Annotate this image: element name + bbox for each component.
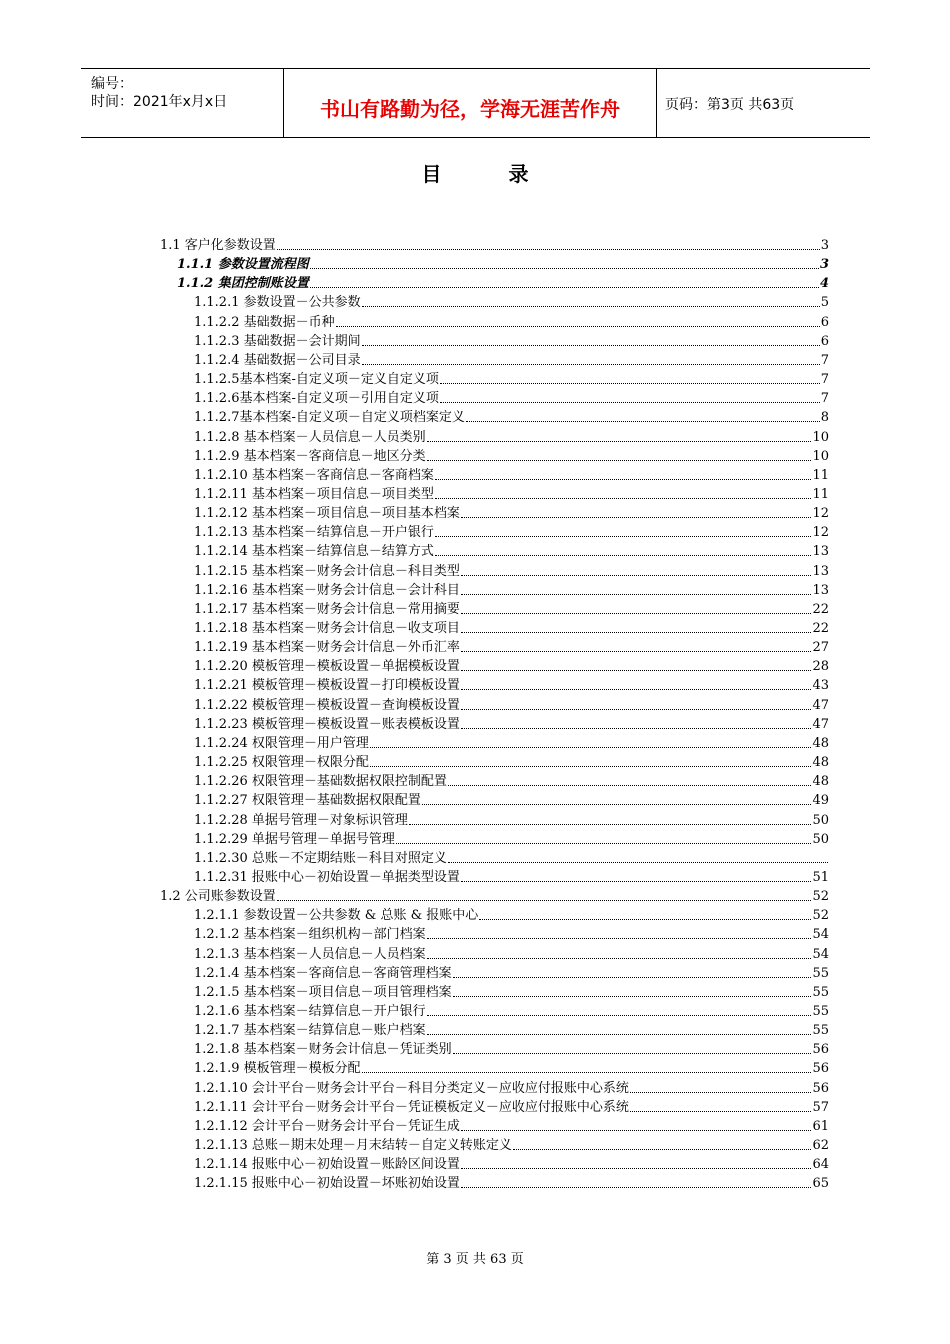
toc-entry-title: 1.1.2.25 权限管理－权限分配	[194, 755, 369, 771]
toc-leader-dots	[362, 345, 820, 346]
toc-entry-title: 1.1.2.29 单据号管理－单据号管理	[194, 831, 395, 847]
toc-entry[interactable]	[194, 446, 829, 465]
toc-entry-page: 11	[812, 486, 829, 502]
toc-entry[interactable]	[194, 331, 829, 350]
toc-entry-title: 1.2.1.7 基本档案－结算信息－账户档案	[194, 1023, 426, 1039]
toc-leader-dots	[427, 958, 812, 959]
toc-leader-dots	[461, 575, 812, 576]
toc-entry-page: 22	[812, 601, 829, 617]
toc-leader-dots	[513, 1149, 812, 1150]
toc-entry-page: 65	[812, 1176, 829, 1192]
toc-entry-page: 13	[812, 544, 829, 560]
toc-leader-dots	[479, 919, 811, 920]
document-date: 时间：2021年x月x日	[91, 94, 228, 110]
toc-entry[interactable]	[194, 714, 829, 733]
toc-leader-dots	[435, 555, 812, 556]
toc-entry[interactable]	[194, 1078, 829, 1097]
toc-entry[interactable]	[194, 1116, 829, 1135]
toc-entry-page: 13	[812, 563, 829, 579]
toc-entry-page: 55	[812, 984, 829, 1000]
toc-entry[interactable]	[194, 369, 829, 388]
toc-entry-title: 1.1.2.12 基本档案－项目信息－项目基本档案	[194, 506, 460, 522]
toc-entry-title: 1.1.2.17 基本档案－财务会计信息－常用摘要	[194, 601, 460, 617]
toc-leader-dots	[427, 441, 812, 442]
toc-entry-page: 50	[812, 831, 829, 847]
toc-entry-page: 3	[819, 257, 829, 273]
toc-leader-dots	[277, 900, 812, 901]
toc-entry[interactable]	[194, 350, 829, 369]
toc-entry[interactable]	[194, 1135, 829, 1154]
toc-entry-page: 6	[820, 333, 829, 349]
toc-leader-dots	[453, 996, 812, 997]
toc-entry-page: 22	[812, 621, 829, 636]
toc-entry-title: 1.2.1.14 报账中心－初始设置－账龄区间设置	[194, 1157, 460, 1173]
toc-entry[interactable]	[194, 1001, 829, 1020]
toc-entry-page: 7	[820, 352, 829, 368]
toc-entry[interactable]	[160, 235, 829, 254]
toc-entry[interactable]	[194, 829, 829, 848]
toc-entry-page: 61	[812, 1118, 829, 1134]
toc-entry-page: 13	[812, 582, 829, 598]
toc-entry-title: 1.1 客户化参数设置	[160, 238, 276, 253]
toc-entry-title: 1.1.2.18 基本档案－财务会计信息－收支项目	[194, 621, 460, 636]
toc-entry-title: 1.2.1.10 会计平台－财务会计平台－科目分类定义－应收应付报账中心系统	[194, 1080, 629, 1096]
toc-entry[interactable]	[194, 618, 829, 637]
toc-entry-page: 56	[812, 1061, 829, 1077]
toc-leader-dots	[461, 1168, 812, 1169]
toc-entry[interactable]	[194, 848, 829, 867]
toc-entry-title: 1.1.2.23 模板管理－模板设置－账表模板设置	[194, 716, 460, 732]
toc-entry-page: 10	[812, 429, 829, 445]
toc-entry-page: 55	[812, 965, 829, 981]
toc-entry[interactable]	[194, 924, 829, 943]
toc-entry-title: 1.2.1.11 会计平台－财务会计平台－凭证模板定义－应收应付报账中心系统	[194, 1099, 629, 1115]
toc-entry[interactable]	[194, 963, 829, 982]
toc-entry-page: 28	[812, 659, 829, 675]
toc-leader-dots	[461, 594, 812, 595]
toc-entry-page: 52	[812, 889, 829, 905]
toc-entry-page: 12	[812, 506, 829, 522]
toc-leader-dots	[310, 268, 819, 269]
toc-leader-dots	[362, 1072, 812, 1073]
toc-leader-dots	[466, 421, 820, 422]
toc-leader-dots	[453, 1053, 812, 1054]
toc-entry-title: 1.2.1.13 总账－期末处理－月末结转－自定义转账定义	[194, 1138, 512, 1154]
toc-entry[interactable]	[194, 790, 829, 809]
toc-leader-dots	[310, 287, 819, 288]
toc-entry-title: 1.1.2.8 基本档案－人员信息－人员类别	[194, 429, 426, 445]
toc-leader-dots	[440, 402, 820, 403]
toc-leader-dots	[461, 651, 812, 652]
toc-entry-page: 7	[820, 391, 829, 407]
toc-entry[interactable]	[194, 541, 829, 560]
toc-entry-title: 1.1.2.16 基本档案－财务会计信息－会计科目	[194, 582, 460, 598]
toc-entry-page: 47	[812, 697, 829, 713]
toc-entry-title: 1.2.1.1 参数设置－公共参数 & 总账 & 报账中心	[194, 908, 479, 924]
toc-entry-page: 54	[812, 927, 829, 943]
toc-entry-title: 1.1.2.13 基本档案－结算信息－开户银行	[194, 525, 434, 541]
toc-entry-page: 7	[820, 372, 829, 388]
toc-entry-title: 1.1.2.22 模板管理－模板设置－查询模板设置	[194, 697, 460, 713]
toc-entry[interactable]	[194, 637, 829, 656]
toc-entry[interactable]	[194, 695, 829, 714]
toc-leader-dots	[427, 1015, 812, 1016]
toc-entry-title: 1.1.2.21 模板管理－模板设置－打印模板设置	[194, 678, 460, 694]
toc-entry-page: 43	[812, 678, 829, 694]
toc-leader-dots	[453, 977, 812, 978]
header-slogan: 书山有路勤为径，学海无涯苦作舟	[320, 97, 620, 121]
toc-entry-page: 52	[812, 908, 829, 924]
toc-leader-dots	[461, 613, 812, 614]
toc-entry[interactable]	[194, 771, 829, 790]
toc-entry-title: 1.2 公司账参数设置	[160, 889, 276, 905]
toc-entry-page: 5	[820, 295, 829, 311]
toc-entry-title: 1.1.2.4 基础数据－公司目录	[194, 352, 361, 368]
page-header	[81, 68, 870, 138]
toc-entry-title: 1.1.2.28 单据号管理－对象标识管理	[194, 812, 408, 828]
toc-entry-page: 64	[812, 1157, 829, 1173]
toc-entry-title: 1.1.2.11 基本档案－项目信息－项目类型	[194, 486, 434, 502]
toc-entry[interactable]	[194, 867, 829, 886]
toc-entry-title: 1.1.2.19 基本档案－财务会计信息－外币汇率	[194, 640, 460, 656]
toc-entry-title: 1.1.2.14 基本档案－结算信息－结算方式	[194, 544, 434, 560]
toc-leader-dots	[370, 766, 812, 767]
toc-leader-dots	[422, 804, 812, 805]
toc-leader-dots	[448, 785, 812, 786]
toc-entry-title: 1.2.1.3 基本档案－人员信息－人员档案	[194, 946, 426, 962]
toc-entry[interactable]	[160, 886, 829, 905]
toc-entry-page: 8	[820, 410, 829, 426]
toc-leader-dots	[461, 881, 812, 882]
toc-leader-dots	[461, 709, 812, 710]
toc-leader-dots	[362, 306, 820, 307]
toc-entry[interactable]	[194, 905, 829, 924]
document-number-label: 编号：	[91, 76, 133, 92]
toc-entry-title: 1.2.1.6 基本档案－结算信息－开户银行	[194, 1004, 426, 1019]
toc-leader-dots	[440, 383, 820, 384]
toc-entry[interactable]	[194, 465, 829, 484]
toc-leader-dots	[461, 517, 812, 518]
toc-entry[interactable]	[194, 810, 829, 829]
toc-entry-page: 3	[820, 238, 829, 253]
toc-entry-page: 48	[812, 755, 829, 771]
toc-entry[interactable]	[194, 1039, 829, 1058]
toc-entry[interactable]	[194, 1058, 829, 1077]
toc-entry-title: 1.1.2.6基本档案-自定义项－引用自定义项	[194, 391, 439, 407]
toc-entry[interactable]	[194, 312, 829, 331]
toc-entry[interactable]	[194, 292, 829, 311]
toc-entry[interactable]	[194, 599, 829, 618]
toc-entry-title: 1.2.1.12 会计平台－财务会计平台－凭证生成	[194, 1118, 460, 1134]
toc-entry-page: 10	[812, 448, 829, 464]
toc-leader-dots	[370, 747, 812, 748]
toc-entry-title: 1.2.1.2 基本档案－组织机构－部门档案	[194, 927, 426, 943]
toc-entry-page: 62	[812, 1138, 829, 1154]
toc-entry-title: 1.1.2.30 总账－不定期结账－科目对照定义	[194, 850, 447, 866]
toc-entry-page: 12	[812, 525, 829, 541]
toc-entry-page: 6	[820, 314, 829, 330]
toc-entry-page: 11	[812, 467, 829, 483]
toc-entry[interactable]	[194, 484, 829, 503]
toc-entry[interactable]	[194, 407, 829, 426]
toc-entry-page: 55	[812, 1004, 829, 1019]
toc-leader-dots	[427, 1034, 812, 1035]
toc-leader-dots	[461, 689, 812, 690]
toc-leader-dots	[461, 1187, 812, 1188]
toc-entry-title: 1.1.2.1 参数设置－公共参数	[194, 295, 361, 311]
toc-leader-dots	[427, 938, 812, 939]
toc-entry[interactable]	[194, 1097, 829, 1116]
toc-entry[interactable]	[194, 503, 829, 522]
toc-entry-title: 1.1.2 集团控制账设置	[177, 276, 309, 292]
header-right-cell	[657, 69, 870, 137]
toc-entry[interactable]	[194, 944, 829, 963]
toc-entry-page: 50	[812, 812, 829, 828]
toc-leader-dots	[396, 843, 812, 844]
toc-entry-title: 1.2.1.15 报账中心－初始设置－坏账初始设置	[194, 1176, 460, 1192]
header-page-info: 页码：第3页 共63页	[665, 97, 795, 113]
toc-entry-title: 1.2.1.9 模板管理－模板分配	[194, 1061, 361, 1077]
toc-leader-dots	[435, 498, 812, 499]
toc-entry-title: 1.1.2.7基本档案-自定义项－自定义项档案定义	[194, 410, 465, 426]
toc-entry[interactable]	[194, 522, 829, 541]
toc-leader-dots	[277, 249, 820, 250]
toc-entry-title: 1.1.2.20 模板管理－模板设置－单据模板设置	[194, 659, 460, 675]
toc-entry-page: 48	[812, 735, 829, 751]
toc-entry-title: 1.2.1.4 基本档案－客商信息－客商管理档案	[194, 965, 452, 981]
toc-entry-title: 1.1.2.24 权限管理－用户管理	[194, 735, 369, 751]
toc-entry-page: 49	[812, 793, 829, 809]
toc-leader-dots	[461, 728, 812, 729]
header-middle-cell	[284, 69, 657, 137]
toc-entry[interactable]	[194, 1020, 829, 1039]
toc-leader-dots	[435, 536, 812, 537]
toc-entry-title: 1.1.2.2 基础数据－币种	[194, 314, 335, 330]
page-footer: 第 3 页 共 63 页	[426, 1252, 524, 1267]
toc-entry[interactable]	[194, 675, 829, 694]
toc-entry[interactable]	[194, 982, 829, 1001]
toc-entry-title: 1.1.2.31 报账中心－初始设置－单据类型设置	[194, 869, 460, 885]
toc-entry-title: 1.1.2.27 权限管理－基础数据权限配置	[194, 793, 421, 809]
toc-leader-dots	[362, 364, 820, 365]
toc-title: 目 录	[421, 162, 559, 186]
toc-entry-title: 1.1.2.15 基本档案－财务会计信息－科目类型	[194, 563, 460, 579]
toc-entry[interactable]	[177, 273, 829, 292]
toc-leader-dots	[448, 862, 828, 863]
toc-entry[interactable]	[194, 427, 829, 446]
toc-entry-page: 4	[819, 276, 829, 292]
toc-entry-title: 1.1.2.26 权限管理－基础数据权限控制配置	[194, 774, 447, 790]
toc-leader-dots	[630, 1111, 812, 1112]
toc-leader-dots	[409, 824, 812, 825]
toc-entry-page: 55	[812, 1023, 829, 1039]
toc-entry-page: 56	[812, 1042, 829, 1058]
toc-leader-dots	[336, 326, 820, 327]
toc-leader-dots	[461, 1130, 812, 1131]
toc-entry-title: 1.1.1 参数设置流程图	[177, 257, 309, 273]
toc-entry-page: 48	[812, 774, 829, 790]
toc-entry-title: 1.1.2.3 基础数据－会计期间	[194, 333, 361, 349]
toc-entry-page: 51	[812, 869, 829, 885]
toc-entry-page: 27	[812, 640, 829, 656]
toc-leader-dots	[461, 632, 812, 633]
toc-entry-title: 1.2.1.8 基本档案－财务会计信息－凭证类别	[194, 1042, 452, 1058]
toc-entry[interactable]	[194, 656, 829, 675]
toc-entry[interactable]	[194, 388, 829, 407]
toc-leader-dots	[427, 460, 812, 461]
toc-entry[interactable]	[194, 1154, 829, 1173]
toc-entry-page: 54	[812, 946, 829, 962]
toc-entry-title: 1.1.2.9 基本档案－客商信息－地区分类	[194, 448, 426, 464]
toc-entry-page: 57	[812, 1099, 829, 1115]
toc-entry-title: 1.1.2.5基本档案-自定义项－定义自定义项	[194, 372, 439, 388]
toc-entry[interactable]	[194, 1173, 829, 1192]
toc-entry[interactable]	[194, 561, 829, 580]
toc-leader-dots	[461, 670, 812, 671]
toc-entry[interactable]	[194, 580, 829, 599]
toc-entry-title: 1.2.1.5 基本档案－项目信息－项目管理档案	[194, 984, 452, 1000]
toc-leader-dots	[630, 1092, 812, 1093]
toc-entry-page: 56	[812, 1080, 829, 1096]
toc-entry-page: 47	[812, 716, 829, 732]
header-left-cell	[81, 69, 284, 137]
toc-entry[interactable]	[177, 254, 829, 273]
toc-entry[interactable]	[194, 752, 829, 771]
toc-leader-dots	[435, 479, 812, 480]
toc-entry[interactable]	[194, 733, 829, 752]
toc-entry-title: 1.1.2.10 基本档案－客商信息－客商档案	[194, 467, 434, 483]
